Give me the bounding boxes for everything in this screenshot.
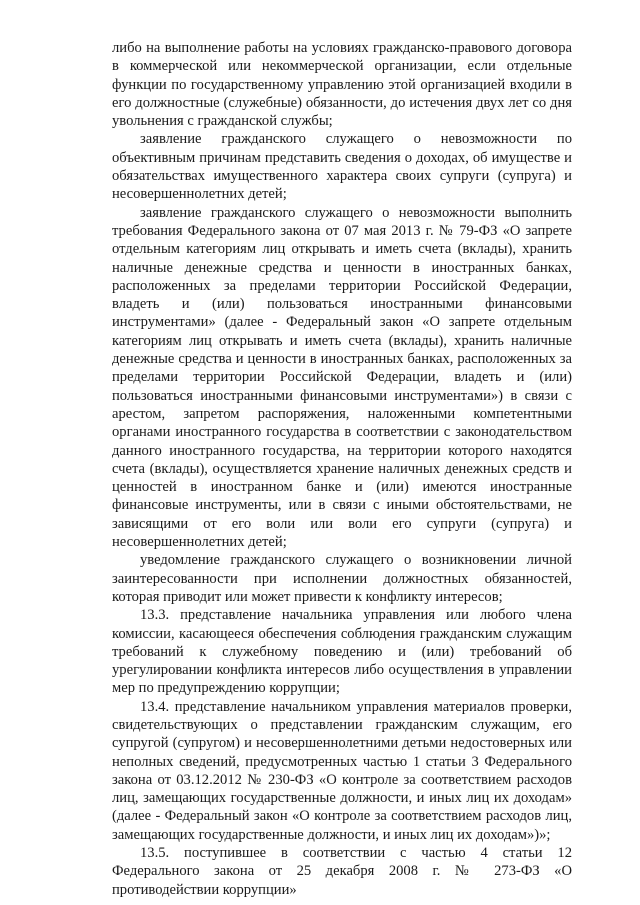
paragraph-13-4: 13.4. представление начальником управления материалов проверки, свидетельствующих о представлении гражданским служащим, его супругой (супругом) и несовершеннолетними детьми недостоверных или неполных сведений, предусмотренных частью 1 статьи 3 Федерального закона от 03.12.2012 № 230-ФЗ «О контроле за соответствием расходов лиц, замещающих государственные должности, и иных лиц их доходам» (далее - Федеральный закон «О контроле за соответствием расходов лиц, замещающих государственные должности, и иных лиц их доходам»)»; <box>112 698 572 843</box>
paragraph-statement-income: заявление гражданского служащего о невозможности по объективным причинам представить сведения о доходах, об имуществе и обязательствах имущественного характера своих супруги (супруга) и несовершеннолетних детей; <box>112 131 572 203</box>
paragraph-13-3: 13.3. представление начальника управления или любого члена комиссии, касающееся обеспечения соблюдения гражданским служащим требований к служебному поведению и (или) требований об урегулировании конфликта интересов либо осуществления в управлении мер по предупреждению коррупции; <box>112 607 572 697</box>
paragraph-13-5: 13.5. поступившее в соответствии с частью 4 статьи 12 Федерального закона от 25 декабря 2008 г. № 273-ФЗ «О противодействии коррупции» <box>112 845 572 898</box>
document-body <box>112 39 572 899</box>
paragraph-notice-conflict: уведомление гражданского служащего о возникновении личной заинтересованности при исполнении должностных обязанностей, которая приводит или может привести к конфликту интересов; <box>112 552 572 605</box>
paragraph-continuation: либо на выполнение работы на условиях гражданско-правового договора в коммерческой или некоммерческой организации, если отдельные функции по государственному управлению этой организацией входили в его должностные (служебные) обязанности, до истечения двух лет со дня увольнения с гражданской службы; <box>112 40 572 130</box>
paragraph-statement-foreign-accounts: заявление гражданского служащего о невозможности выполнить требования Федерального закона от 07 мая 2013 г. № 79-ФЗ «О запрете отдельным категориям лиц открывать и иметь счета (вклады), хранить наличные денежные средства и ценности в иностранных банках, расположенных за пределами территории Российской Федерации, владеть и (или) пользоваться иностранными финансовыми инструментами» (далее - Федеральный закон «О запрете отдельным категориям лиц открывать и иметь счета (вклады), хранить наличные денежные средства и ценности в иностранных банках, расположенных за пределами территории Российской Федерации, владеть и (или) пользоваться иностранными финансовыми инструментами») в связи с арестом, запретом распоряжения, наложенными компетентными органами иностранного государства в соответствии с законодательством данного иностранного государства, на территории которого находятся счета (вклады), осуществляется хранение наличных денежных средств и ценностей в иностранном банке и (или) имеются иностранные финансовые инструменты, или в связи с иными обстоятельствами, не зависящими от его воли или воли его супруги (супруга) и несовершеннолетних детей; <box>112 204 572 551</box>
